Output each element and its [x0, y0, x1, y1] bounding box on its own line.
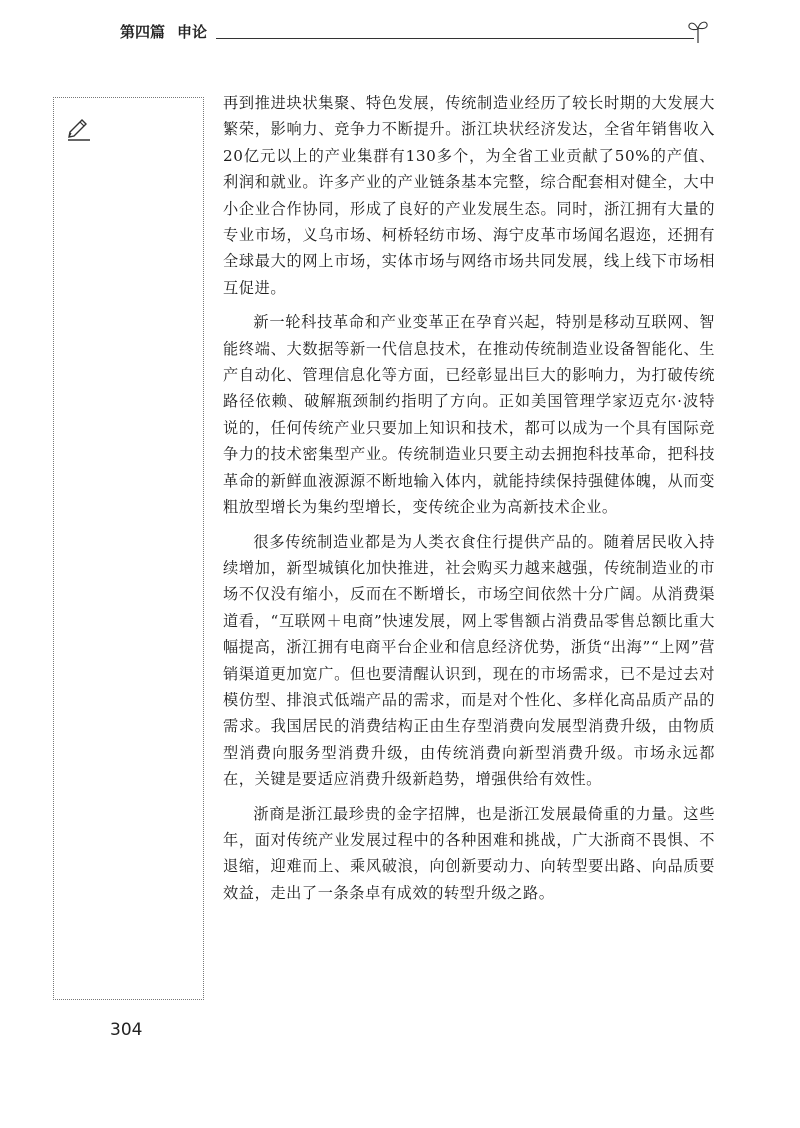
paragraph: 再到推进块状集聚、特色发展，传统制造业经历了较长时期的大发展大繁荣，影响力、竞争力不断提升。浙江块状经济发达，全省年销售收入20亿元以上的产业集群有130多个，为全省工业贡献了50%的产值、利润和就业。许多产业的产业链条基本完整，综合配套相对健全，大中小企业合作协同，形成了良好的产业发展生态。同时，浙江拥有大量的专业市场，义乌市场、柯桥轻纺市场、海宁皮革市场闻名遐迩，还拥有全球最大的网上市场，实体市场与网络市场共同发展，线上线下市场相互促进。	[223, 94, 715, 297]
notes-margin-box	[53, 97, 204, 1000]
header-rule	[216, 38, 694, 39]
sprout-icon	[686, 18, 710, 44]
body-text	[223, 90, 715, 914]
pencil-icon	[66, 115, 92, 141]
paragraph: 浙商是浙江最珍贵的金字招牌，也是浙江发展最倚重的力量。这些年，面对传统产业发展过程中的各种困难和挑战，广大浙商不畏惧、不退缩，迎难而上、乘风破浪，向创新要动力、向转型要出路、向品质要效益，走出了一条条卓有成效的转型升级之路。	[223, 804, 715, 902]
running-header	[120, 18, 710, 48]
header-label	[120, 21, 207, 42]
paragraph: 新一轮科技革命和产业变革正在孕育兴起，特别是移动互联网、智能终端、大数据等新一代信息技术，在推动传统制造业设备智能化、生产自动化、管理信息化等方面，已经彰显出巨大的影响力，为打破传统路径依赖、破解瓶颈制约指明了方向。正如美国管理学家迈克尔·波特说的，任何传统产业只要加上知识和技术，都可以成为一个具有国际竞争力的技术密集型产业。传统制造业只要主动去拥抱科技革命，把科技革命的新鲜血液源源不断地输入体内，就能持续保持强健体魄，从而变粗放型增长为集约型增长，变传统企业为高新技术企业。	[223, 313, 715, 517]
header-part: 第四篇	[120, 23, 166, 41]
header-section: 申论	[177, 23, 208, 41]
paragraph: 很多传统制造业都是为人类衣食住行提供产品的。随着居民收入持续增加，新型城镇化加快推进，社会购买力越来越强，传统制造业的市场不仅没有缩小，反而在不断增长，市场空间依然十分广阔。从消费渠道看，“互联网＋电商”快速发展，网上零售额占消费品零售总额比重大幅提高，浙江拥有电商平台企业和信息经济优势，浙货“出海”“上网”营销渠道更加宽广。但也要清醒认识到，现在的市场需求，已不是过去对模仿型、排浪式低端产品的需求，而是对个性化、多样化高品质产品的需求。我国居民的消费结构正由生存型消费向发展型消费升级，由物质型消费向服务型消费升级，由传统消费向新型消费升级。市场永远都在，关键是要适应消费升级新趋势，增强供给有效性。	[223, 532, 715, 789]
page-number: 304	[110, 1020, 143, 1040]
